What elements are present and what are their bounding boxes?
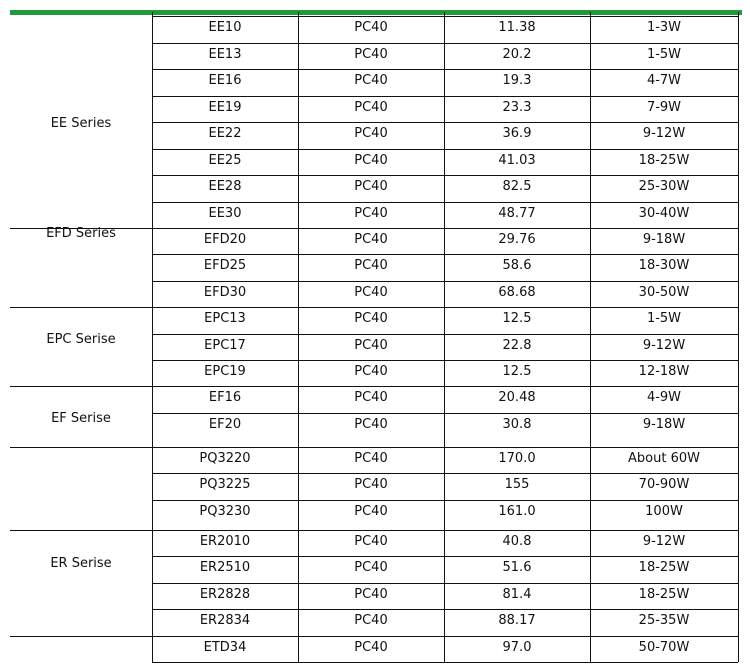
value: 170.0 — [498, 451, 536, 466]
value: 58.6 — [502, 258, 532, 273]
power-range: 18-25W — [638, 560, 690, 575]
value: 29.76 — [498, 232, 536, 247]
value: 12.5 — [502, 364, 532, 379]
value: 51.6 — [502, 560, 532, 575]
series-label: EPC Serise — [46, 332, 116, 347]
part-number: EE25 — [208, 153, 242, 168]
power-range: About 60W — [628, 451, 700, 466]
value: 20.48 — [498, 390, 536, 405]
material: PC40 — [354, 179, 388, 194]
part-number: EE30 — [208, 206, 242, 221]
part-number: ETD34 — [203, 640, 247, 655]
part-number: EE13 — [208, 47, 242, 62]
part-number: EFD20 — [203, 232, 247, 247]
value: 40.8 — [502, 534, 532, 549]
value: 161.0 — [498, 504, 536, 519]
row-divider — [152, 662, 738, 663]
material: PC40 — [354, 364, 388, 379]
material: PC40 — [354, 451, 388, 466]
series-divider — [10, 307, 152, 308]
series-divider — [10, 447, 152, 448]
material: PC40 — [354, 258, 388, 273]
part-number: ER2510 — [199, 560, 251, 575]
part-number: EPC17 — [204, 338, 246, 353]
material: PC40 — [354, 126, 388, 141]
material: PC40 — [354, 417, 388, 432]
power-range: 1-3W — [646, 20, 682, 35]
material: PC40 — [354, 232, 388, 247]
value: 88.17 — [498, 613, 536, 628]
power-range: 25-35W — [638, 613, 690, 628]
power-range: 9-12W — [642, 338, 686, 353]
part-number: PQ3220 — [199, 451, 251, 466]
part-number: EE22 — [208, 126, 242, 141]
value: 22.8 — [502, 338, 532, 353]
part-number: EPC13 — [204, 311, 246, 326]
column-divider — [738, 12, 739, 662]
value: 41.03 — [498, 153, 536, 168]
part-number: ER2834 — [199, 613, 251, 628]
part-number: EE10 — [208, 20, 242, 35]
series-label: EF Serise — [51, 411, 111, 426]
material: PC40 — [354, 285, 388, 300]
material: PC40 — [354, 338, 388, 353]
power-range: 4-9W — [646, 390, 682, 405]
power-range: 18-25W — [638, 153, 690, 168]
value: 36.9 — [502, 126, 532, 141]
part-number: ER2010 — [199, 534, 251, 549]
part-number: EE19 — [208, 100, 242, 115]
series-label: ER Serise — [50, 556, 112, 571]
value: 97.0 — [502, 640, 532, 655]
value: 11.38 — [498, 20, 536, 35]
material: PC40 — [354, 47, 388, 62]
power-range: 1-5W — [646, 311, 682, 326]
value: 19.3 — [502, 73, 532, 88]
part-number: EE28 — [208, 179, 242, 194]
material: PC40 — [354, 504, 388, 519]
material: PC40 — [354, 613, 388, 628]
part-number: EF20 — [208, 417, 242, 432]
material: PC40 — [354, 20, 388, 35]
series-label: EE Series — [50, 116, 112, 131]
power-range: 18-25W — [638, 587, 690, 602]
value: 20.2 — [502, 47, 532, 62]
material: PC40 — [354, 587, 388, 602]
part-number: PQ3225 — [199, 477, 251, 492]
power-range: 30-40W — [638, 206, 690, 221]
power-range: 9-18W — [642, 417, 686, 432]
value: 68.68 — [498, 285, 536, 300]
series-label: EFD Series — [46, 226, 116, 241]
power-range: 4-7W — [646, 73, 682, 88]
power-range: 1-5W — [646, 47, 682, 62]
material: PC40 — [354, 390, 388, 405]
power-range: 9-18W — [642, 232, 686, 247]
part-number: EPC19 — [204, 364, 246, 379]
power-range: 9-12W — [642, 126, 686, 141]
power-range: 100W — [645, 504, 683, 519]
material: PC40 — [354, 100, 388, 115]
power-range: 50-70W — [638, 640, 690, 655]
power-range: 25-30W — [638, 179, 690, 194]
material: PC40 — [354, 206, 388, 221]
power-range: 9-12W — [642, 534, 686, 549]
series-divider — [10, 636, 152, 637]
value: 12.5 — [502, 311, 532, 326]
part-number: PQ3230 — [199, 504, 251, 519]
material: PC40 — [354, 560, 388, 575]
value: 82.5 — [502, 179, 532, 194]
series-divider — [10, 386, 152, 387]
power-range: 18-30W — [638, 258, 690, 273]
material: PC40 — [354, 311, 388, 326]
series-divider — [10, 530, 152, 531]
power-range: 30-50W — [638, 285, 690, 300]
power-range: 12-18W — [638, 364, 690, 379]
material: PC40 — [354, 534, 388, 549]
part-number: EFD25 — [203, 258, 247, 273]
material: PC40 — [354, 477, 388, 492]
value: 155 — [504, 477, 530, 492]
value: 30.8 — [502, 417, 532, 432]
material: PC40 — [354, 640, 388, 655]
value: 81.4 — [502, 587, 532, 602]
material: PC40 — [354, 73, 388, 88]
material: PC40 — [354, 153, 388, 168]
part-number: EE16 — [208, 73, 242, 88]
value: 48.77 — [498, 206, 536, 221]
power-range: 70-90W — [638, 477, 690, 492]
part-number: ER2828 — [199, 587, 251, 602]
part-number: EF16 — [208, 390, 242, 405]
power-range: 7-9W — [646, 100, 682, 115]
value: 23.3 — [502, 100, 532, 115]
part-number: EFD30 — [203, 285, 247, 300]
